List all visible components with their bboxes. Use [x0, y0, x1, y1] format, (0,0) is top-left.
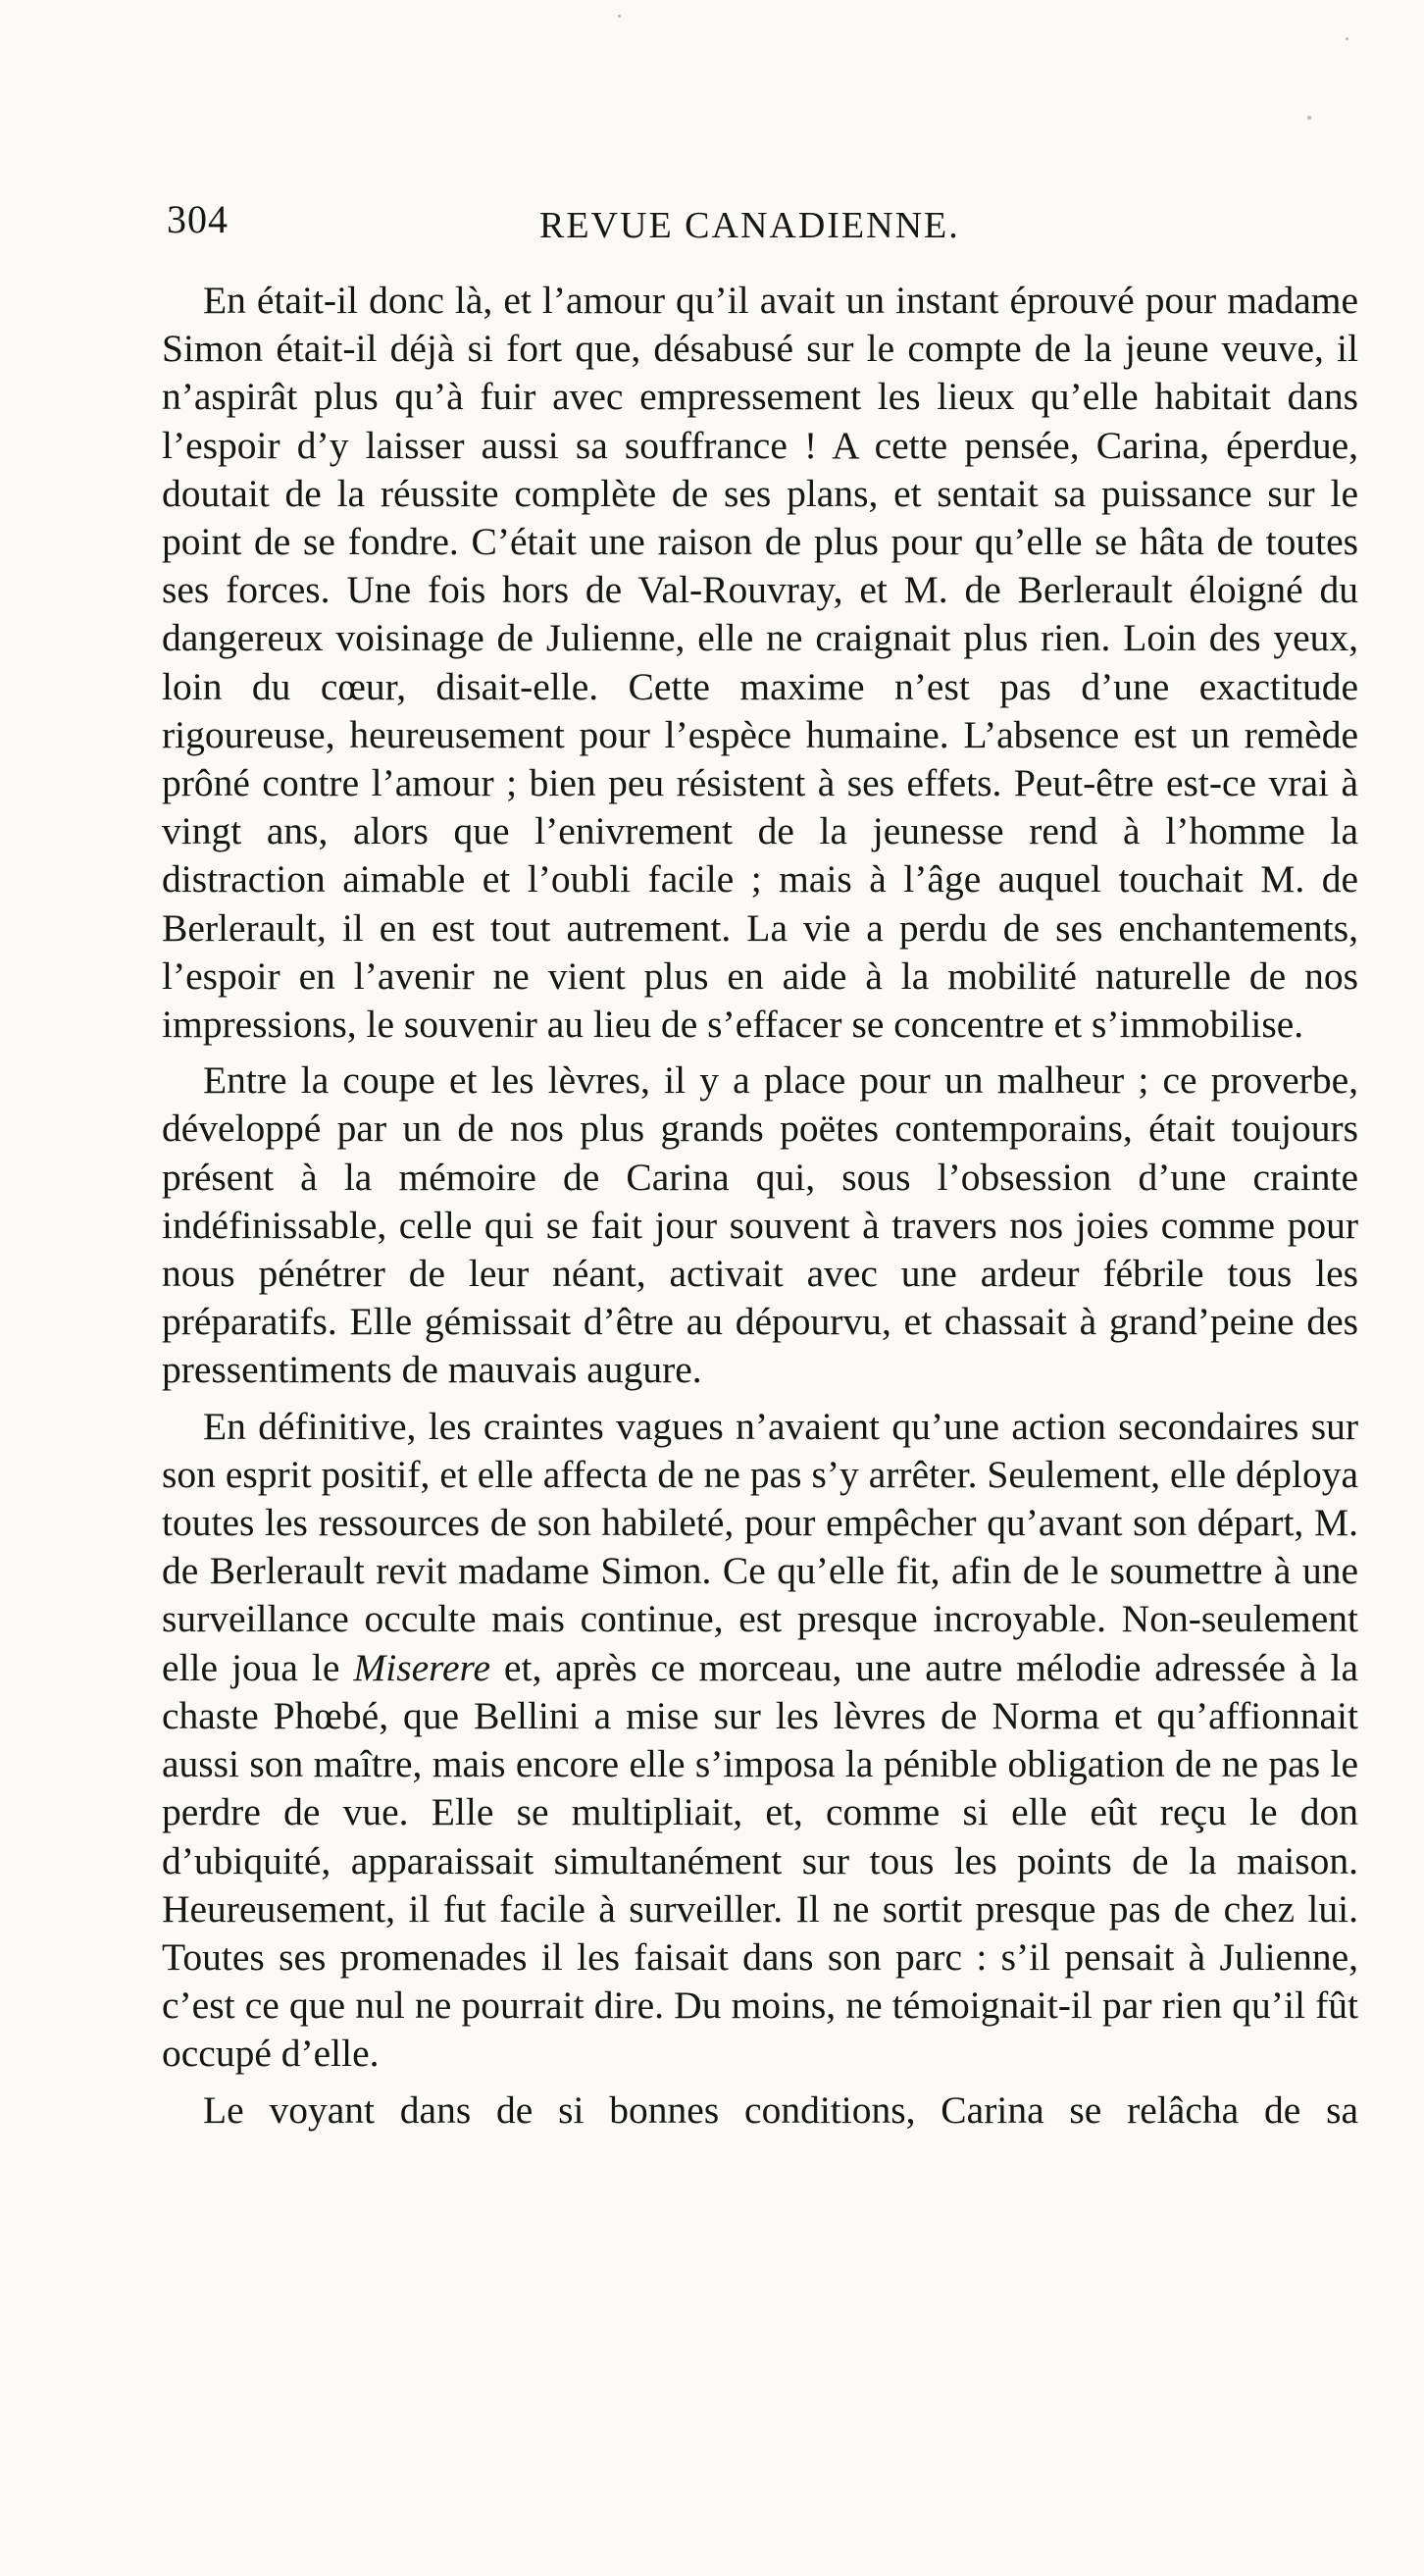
paper-speck	[1307, 116, 1311, 120]
paper-speck	[1346, 37, 1348, 40]
page-number: 304	[167, 197, 229, 241]
paper-speck	[618, 15, 621, 18]
paragraph-3-text-after: et, après ce morceau, une autre mélodie adressée à la chaste Phœbé, que Bellini a mise sur les lèvres de Norma et qu’affionnait aussi son maître, mais encore elle s’imposa la pénible obligation de ne pas le perdre de vue. Elle se multipliait, et, comme si elle eût reçu le don d’ubiquité, apparaissait simultanément sur tous les points de la maison. Heureusement, il fut facile à surveiller. Il ne sortit presque pas de chez lui. Toutes ses promenades il les faisait dans son parc : s’il pensait à Julienne, c’est ce que nul ne pourrait dire. Du moins, ne témoignait-il par rien qu’il fût occupé d’elle.	[162, 1645, 1358, 2076]
paragraph-1: En était-il donc là, et l’amour qu’il avait un instant éprouvé pour madame Simon était-il déjà si fort que, désabusé sur le compte de la jeune veuve, il n’aspirât plus qu’à fuir avec empressement les lieux qu’elle habitait dans l’espoir d’y laisser aussi sa souffrance ! A cette pensée, Carina, éperdue, doutait de la réussite complète de ses plans, et sentait sa puissance sur le point de se fondre. C’était une raison de plus pour qu’elle se hâta de toutes ses forces. Une fois hors de Val-Rouvray, et M. de Berlerault éloigné du dangereux voisinage de Julienne, elle ne craignait plus rien. Loin des yeux, loin du cœur, disait-elle. Cette maxime n’est pas d’une exactitude rigoureuse, heureusement pour l’espèce humaine. L’absence est un remède prôné contre l’amour ; bien peu résistent à ses effets. Peut-être est-ce vrai à vingt ans, alors que l’enivrement de la jeunesse rend à l’homme la distraction aimable et l’oubli facile ; mais à l’âge auquel touchait M. de Berlerault, il en est tout autrement. La vie a perdu de ses enchantements, l’espoir en l’avenir ne vient plus en aide à la mobilité naturelle de nos impressions, le souvenir au lieu de s’effacer se concentre et s’immobilise.	[162, 279, 1358, 1047]
running-title: REVUE CANADIENNE.	[539, 205, 960, 246]
paragraph-3-text-before: En définitive, les craintes vagues n’avaient qu’une action secondaires sur son esprit positif, et elle affecta de ne pas s’y arrêter. Seulement, elle déploya toutes les ressources de son habileté, pour empêcher qu’avant son départ, M. de Berlerault revit madame Simon. Ce qu’elle fit, afin de le soumettre à une surveillance occulte mais continue, est presque incroyable. Non-seulement elle joua le	[162, 1404, 1358, 1689]
miserere-italic: Miserere	[353, 1645, 490, 1689]
paragraph-3	[162, 1403, 1358, 2079]
paragraph-4: Le voyant dans de si bonnes conditions, Carina se relâcha de sa	[203, 2087, 1358, 2132]
body-text	[162, 277, 1358, 2135]
paragraph-2: Entre la coupe et les lèvres, il y a place pour un malheur ; ce proverbe, développé par un de nos plus grands poëtes contemporains, était toujours présent à la mémoire de Carina qui, sous l’obsession d’une crainte indéfinissable, celle qui se fait jour souvent à travers nos joies comme pour nous pénétrer de leur néant, activait avec une ardeur fébrile tous les préparatifs. Elle gémissait d’être au dépourvu, et chassait à grand’peine des pressentiments de mauvais augure.	[162, 1058, 1358, 1392]
page-header	[167, 196, 1324, 255]
